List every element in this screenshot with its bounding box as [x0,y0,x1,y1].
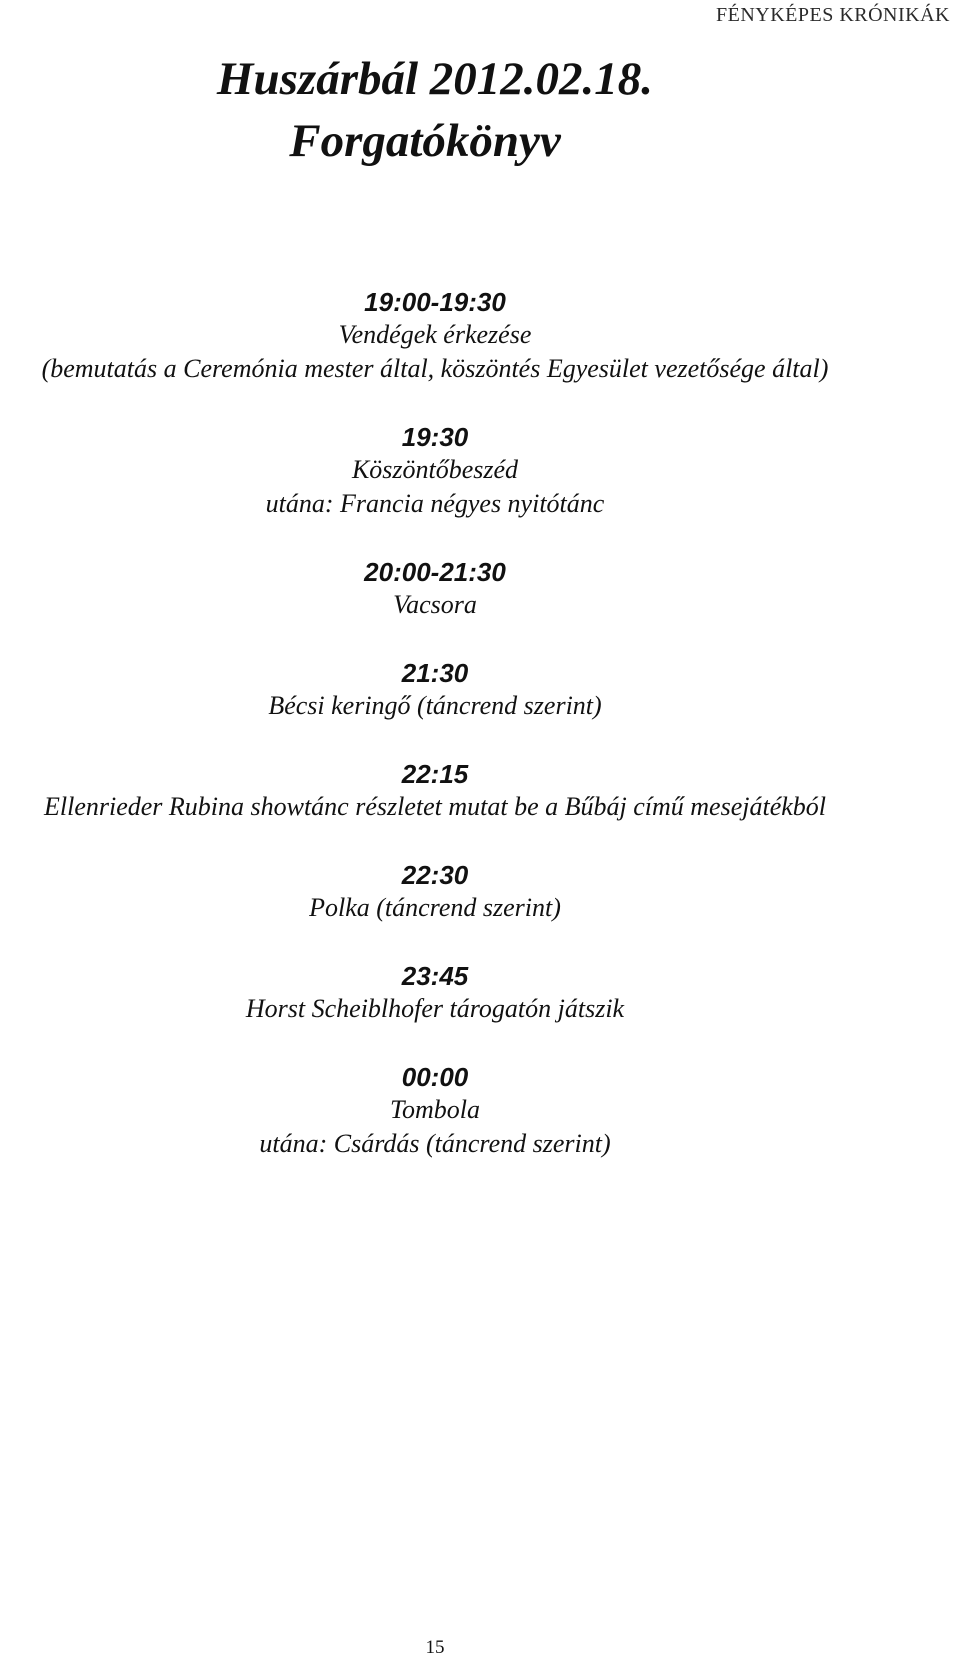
entry-description: Polka (táncrend szerint) [309,893,561,922]
schedule [0,286,870,1196]
entry-description: utána: Csárdás (táncrend szerint) [259,1129,611,1158]
schedule-entry [0,859,870,925]
entry-description: utána: Francia négyes nyitótánc [265,489,605,518]
entry-time: 22:15 [401,759,469,789]
schedule-entry [0,960,870,1026]
entry-time: 19:30 [401,422,469,452]
entry-description: Bécsi keringő (táncrend szerint) [268,691,602,720]
entry-description: Horst Scheiblhofer tárogatón játszik [245,994,625,1023]
entry-time: 21:30 [401,658,469,688]
schedule-entry [0,1061,870,1161]
entry-description: Köszöntőbeszéd [351,455,519,484]
entry-description: (bemutatás a Ceremónia mester által, köszöntés Egyesület vezetősége által) [41,354,829,383]
schedule-entry [0,556,870,622]
entry-description: Tombola [389,1095,481,1124]
entry-time: 20:00-21:30 [364,557,506,587]
entry-description: Vacsora [393,590,477,619]
running-head: FÉNYKÉPES KRÓNIKÁK [715,4,950,26]
page-title: Huszárbál 2012.02.18. [216,53,654,105]
entry-time: 23:45 [401,961,469,991]
entry-description: Vendégek érkezése [338,320,532,349]
entry-time: 00:00 [401,1062,469,1092]
schedule-entry [0,657,870,723]
schedule-entry [0,286,870,386]
schedule-entry [0,758,870,824]
entry-time: 19:00-19:30 [364,287,506,317]
entry-description: Ellenrieder Rubina showtánc részletet mutat be a Bűbáj című mesejátékból [43,792,827,821]
entry-time: 22:30 [401,860,469,890]
schedule-entry [0,421,870,521]
page-subtitle: Forgatókönyv [289,115,561,167]
page-number: 15 [425,1637,445,1658]
